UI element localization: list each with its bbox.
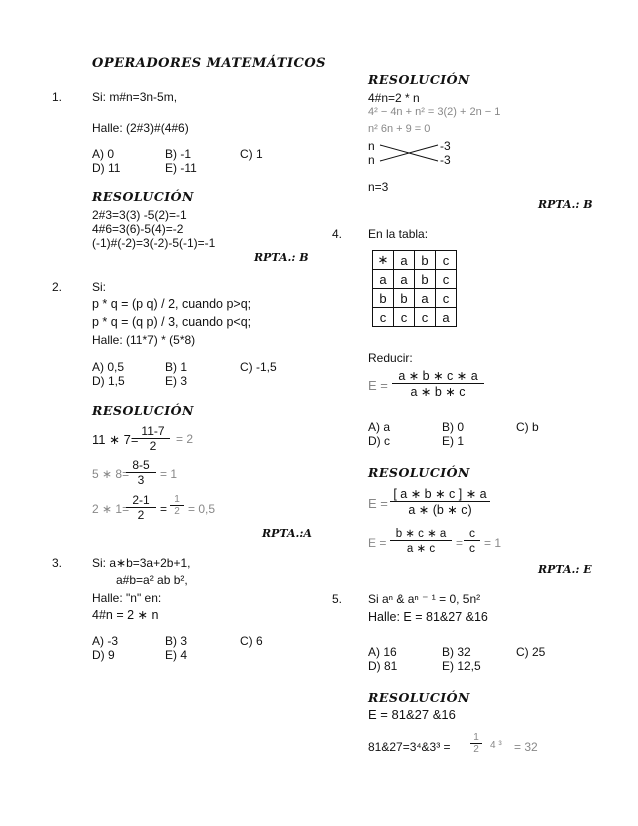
problem-1-statement: Si: m#n=3n-5m, — [92, 90, 178, 104]
fraction — [126, 493, 156, 522]
fraction — [464, 526, 480, 555]
denominator: 2 — [149, 439, 157, 453]
formula-rhs: = 1 — [160, 467, 178, 481]
option: D) 81 — [368, 659, 398, 673]
operation-table — [372, 250, 457, 327]
resolution-title: RESOLUCIÓN — [368, 72, 470, 87]
denominator: 2 — [473, 744, 479, 755]
option: D) c — [368, 434, 390, 448]
formula-lhs: 81&27=3⁴&3³ = — [368, 740, 451, 754]
problem-2-def2: p * q = (q p) / 3, cuando p<q; — [92, 315, 252, 329]
fraction — [470, 732, 482, 755]
table-cell: a — [394, 270, 415, 289]
option: C) -1,5 — [240, 360, 277, 374]
factor-right: -3 — [440, 139, 451, 153]
problem-2-halle: Halle: (11*7) * (5*8) — [92, 333, 196, 347]
denominator: c — [469, 541, 475, 555]
option: A) 0,5 — [92, 360, 125, 374]
formula-rhs: = 2 — [176, 432, 194, 446]
numerator: 2-1 — [126, 493, 156, 508]
table-cell: a — [394, 251, 415, 270]
option: B) -1 — [165, 147, 192, 161]
denominator: a ∗ b ∗ c — [410, 385, 466, 399]
denominator: 2 — [174, 506, 180, 517]
table-cell: a — [436, 308, 457, 327]
problem-5-statement: Si aⁿ & aⁿ ⁻ ¹ = 0, 5n² — [368, 592, 481, 606]
option: E) 3 — [165, 374, 188, 388]
denominator: 2 — [137, 508, 145, 522]
fraction — [170, 494, 184, 517]
denominator: 3 — [137, 473, 145, 487]
resolution-line: 4#6=3(6)-5(4)=-2 — [92, 222, 184, 236]
problem-2-def1: p * q = (p q) / 2, cuando p>q; — [92, 297, 252, 311]
equals-sign: = — [456, 536, 464, 550]
answer-label: RPTA.: B — [254, 251, 309, 264]
factor-left: n — [368, 139, 375, 153]
formula-rhs: = 32 — [514, 740, 538, 754]
option: D) 11 — [92, 161, 121, 175]
problem-3-number: 3. — [52, 556, 63, 570]
table-cell: b — [415, 270, 436, 289]
numerator: 11-7 — [136, 424, 170, 439]
option: E) 1 — [442, 434, 465, 448]
answer-label: RPTA.:A — [262, 527, 312, 540]
option: A) 0 — [92, 147, 115, 161]
option: A) a — [368, 420, 391, 434]
fraction — [390, 526, 452, 555]
option: A) 16 — [368, 645, 397, 659]
problem-3-equation: 4#n = 2 ∗ n — [92, 608, 159, 622]
problem-3-halle: Halle: "n" en: — [92, 591, 162, 605]
option: C) 6 — [240, 634, 263, 648]
table-cell: b — [415, 251, 436, 270]
table-cell: c — [436, 289, 457, 308]
formula-lhs: E = — [368, 536, 387, 550]
numerator: a ∗ b ∗ c ∗ a — [392, 368, 484, 384]
option: D) 9 — [92, 648, 115, 662]
resolution-line: n² 6n + 9 = 0 — [368, 123, 431, 135]
formula-rhs: = 0,5 — [188, 502, 216, 516]
formula-lhs: 11 ∗ 7= — [92, 432, 139, 447]
problem-1-number: 1. — [52, 90, 63, 104]
option: C) b — [516, 420, 539, 434]
equals-sign: = — [160, 502, 168, 516]
fraction — [392, 368, 484, 399]
resolution-title: RESOLUCIÓN — [92, 403, 194, 418]
resolution-line: 4² − 4n + n² = 3(2) + 2n − 1 — [368, 106, 501, 118]
resolution-line: 4#n=2 * n — [368, 91, 420, 105]
problem-4-reducir: Reducir: — [368, 351, 413, 365]
formula-mid: 4 ³ — [490, 740, 502, 751]
problem-5-number: 5. — [332, 592, 343, 606]
table-cell: ∗ — [373, 251, 394, 270]
cross-lines — [378, 143, 440, 163]
table-cell: c — [436, 251, 457, 270]
table-cell: b — [394, 289, 415, 308]
problem-4-number: 4. — [332, 227, 343, 241]
option: B) 32 — [442, 645, 471, 659]
table-cell: a — [373, 270, 394, 289]
formula-lhs: E = — [368, 496, 388, 511]
resolution-line: 2#3=3(3) -5(2)=-1 — [92, 208, 187, 222]
problem-3-statement: a#b=a² ab b², — [116, 573, 188, 587]
formula-lhs: 2 ∗ 1= — [92, 502, 130, 516]
fraction — [136, 424, 170, 453]
resolution-line: (-1)#(-2)=3(-2)-5(-1)=-1 — [92, 236, 216, 250]
page-title: OPERADORES MATEMÁTICOS — [92, 56, 327, 71]
table-cell: b — [373, 289, 394, 308]
option: C) 25 — [516, 645, 546, 659]
option: B) 3 — [165, 634, 188, 648]
problem-2-si: Si: — [92, 280, 107, 294]
option: E) 12,5 — [442, 659, 481, 673]
option: B) 1 — [165, 360, 188, 374]
numerator: 1 — [170, 494, 184, 506]
problem-2-number: 2. — [52, 280, 63, 294]
option: B) 0 — [442, 420, 465, 434]
option: C) 1 — [240, 147, 263, 161]
fraction — [390, 486, 490, 517]
problem-3-statement: Si: a∗b=3a+2b+1, — [92, 556, 191, 570]
numerator: 1 — [470, 732, 482, 744]
resolution-line: E = 81&27 &16 — [368, 707, 456, 722]
formula-lhs: 5 ∗ 8= — [92, 467, 130, 481]
answer-label: RPTA.: E — [538, 563, 592, 576]
denominator: a ∗ (b ∗ c) — [408, 503, 472, 517]
formula-lhs: E = — [368, 378, 388, 393]
resolution-title: RESOLUCIÓN — [368, 690, 470, 705]
option: E) -11 — [165, 161, 197, 175]
formula-rhs: = 1 — [484, 536, 502, 550]
problem-5-halle: Halle: E = 81&27 &16 — [368, 610, 488, 624]
option: D) 1,5 — [92, 374, 125, 388]
numerator: b ∗ c ∗ a — [390, 526, 452, 541]
denominator: a ∗ c — [406, 543, 436, 555]
resolution-title: RESOLUCIÓN — [92, 189, 194, 204]
factor-left: n — [368, 153, 375, 167]
numerator: 8-5 — [126, 458, 156, 473]
table-cell: c — [394, 308, 415, 327]
option: E) 4 — [165, 648, 188, 662]
table-cell: c — [373, 308, 394, 327]
option: A) -3 — [92, 634, 119, 648]
result: n=3 — [368, 180, 389, 194]
answer-label: RPTA.: B — [538, 198, 593, 211]
problem-1-halle: Halle: (2#3)#(4#6) — [92, 121, 189, 135]
problem-4-statement: En la tabla: — [368, 227, 429, 241]
numerator: [ a ∗ b ∗ c ] ∗ a — [390, 486, 490, 502]
table-cell: c — [436, 270, 457, 289]
fraction — [126, 458, 156, 487]
table-cell: a — [415, 289, 436, 308]
factor-right: -3 — [440, 153, 451, 167]
resolution-title: RESOLUCIÓN — [368, 465, 470, 480]
table-cell: c — [415, 308, 436, 327]
numerator: c — [464, 526, 480, 541]
